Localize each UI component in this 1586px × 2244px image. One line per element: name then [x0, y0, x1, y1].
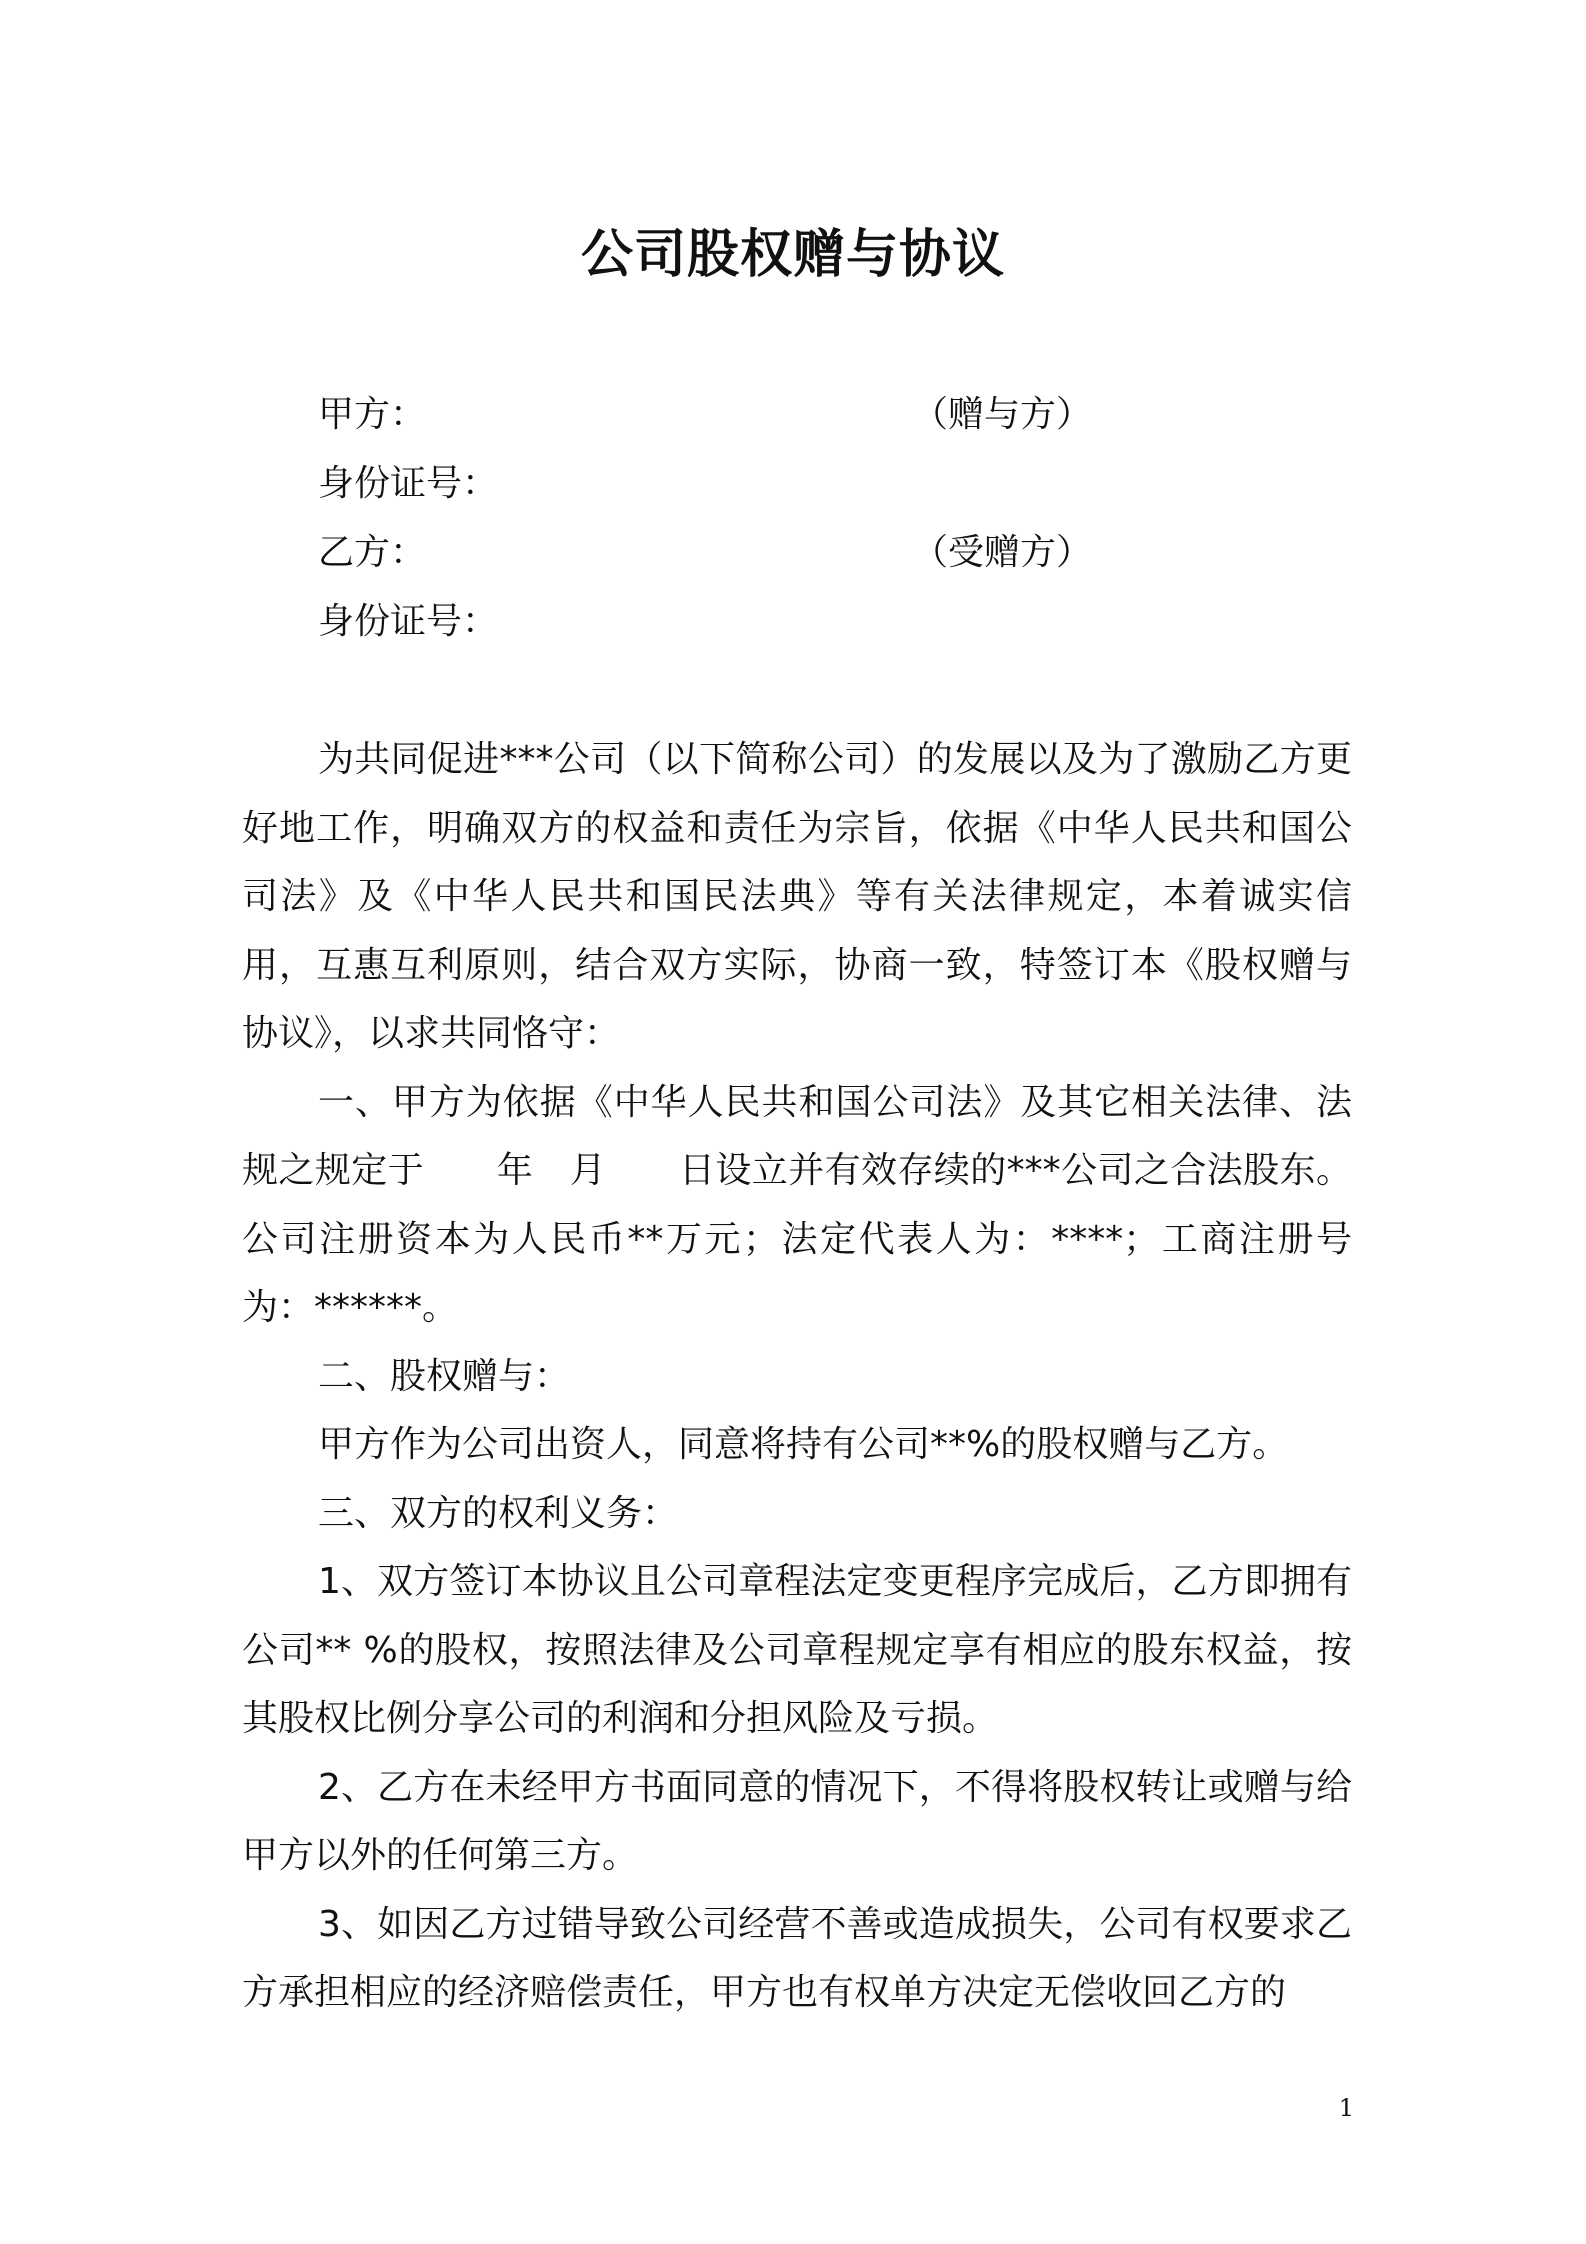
- page-number: 1: [1338, 2094, 1354, 2122]
- party-a-role: （赠与方）: [912, 394, 1093, 435]
- party-a-id-label: 身份证号：: [318, 463, 499, 504]
- clause-three-heading: 三、双方的权利义务：: [318, 1492, 679, 1534]
- party-b-id-label: 身份证号：: [318, 601, 499, 642]
- party-row-b-id: [318, 587, 1358, 656]
- party-b-label: 乙方：: [318, 532, 427, 573]
- clause-one-paragraph: 一、甲方为依据《中华人民共和国公司法》及其它相关法律、法规之规定于 年 月 日设立并有效存续的***公司之合法股东。公司注册资本为人民币**万元；法定代表人为：****；工商注册号为：******。: [242, 1081, 1352, 1328]
- party-row-a: [318, 380, 1358, 449]
- party-info-block: [318, 380, 1358, 656]
- clause-two-heading: 二、股权赠与：: [318, 1355, 571, 1397]
- clause-three-item-1: 1、双方签订本协议且公司章程法定变更程序完成后，乙方即拥有公司** %的股权，按照法律及公司章程规定享有相应的股东权益，按其股权比例分享公司的利润和分担风险及亏损。: [242, 1561, 1352, 1739]
- agreement-body: [242, 726, 1352, 2028]
- clause-two-paragraph: 甲方作为公司出资人，同意将持有公司**%的股权赠与乙方。: [318, 1424, 1289, 1465]
- document-title: 公司股权赠与协议: [580, 225, 1005, 285]
- clause-three-item-3: 3、如因乙方过错导致公司经营不善或造成损失，公司有权要求乙方承担相应的经济赔偿责任，甲方也有权单方决定无偿收回乙方的: [242, 1903, 1352, 2013]
- preamble-paragraph: 为共同促进***公司（以下简称公司）的发展以及为了激励乙方更好地工作，明确双方的权益和责任为宗旨，依据《中华人民共和国公司法》及《中华人民共和国民法典》等有关法律规定，本着诚实信用，互惠互利原则，结合双方实际，协商一致，特签订本《股权赠与协议》，以求共同恪守：: [242, 739, 1352, 1054]
- clause-three-item-2: 2、乙方在未经甲方书面同意的情况下，不得将股权转让或赠与给甲方以外的任何第三方。: [242, 1766, 1352, 1876]
- party-b-role: （受赠方）: [912, 532, 1093, 573]
- party-row-a-id: [318, 449, 1358, 518]
- party-a-label: 甲方：: [318, 394, 427, 435]
- party-row-b: [318, 518, 1358, 587]
